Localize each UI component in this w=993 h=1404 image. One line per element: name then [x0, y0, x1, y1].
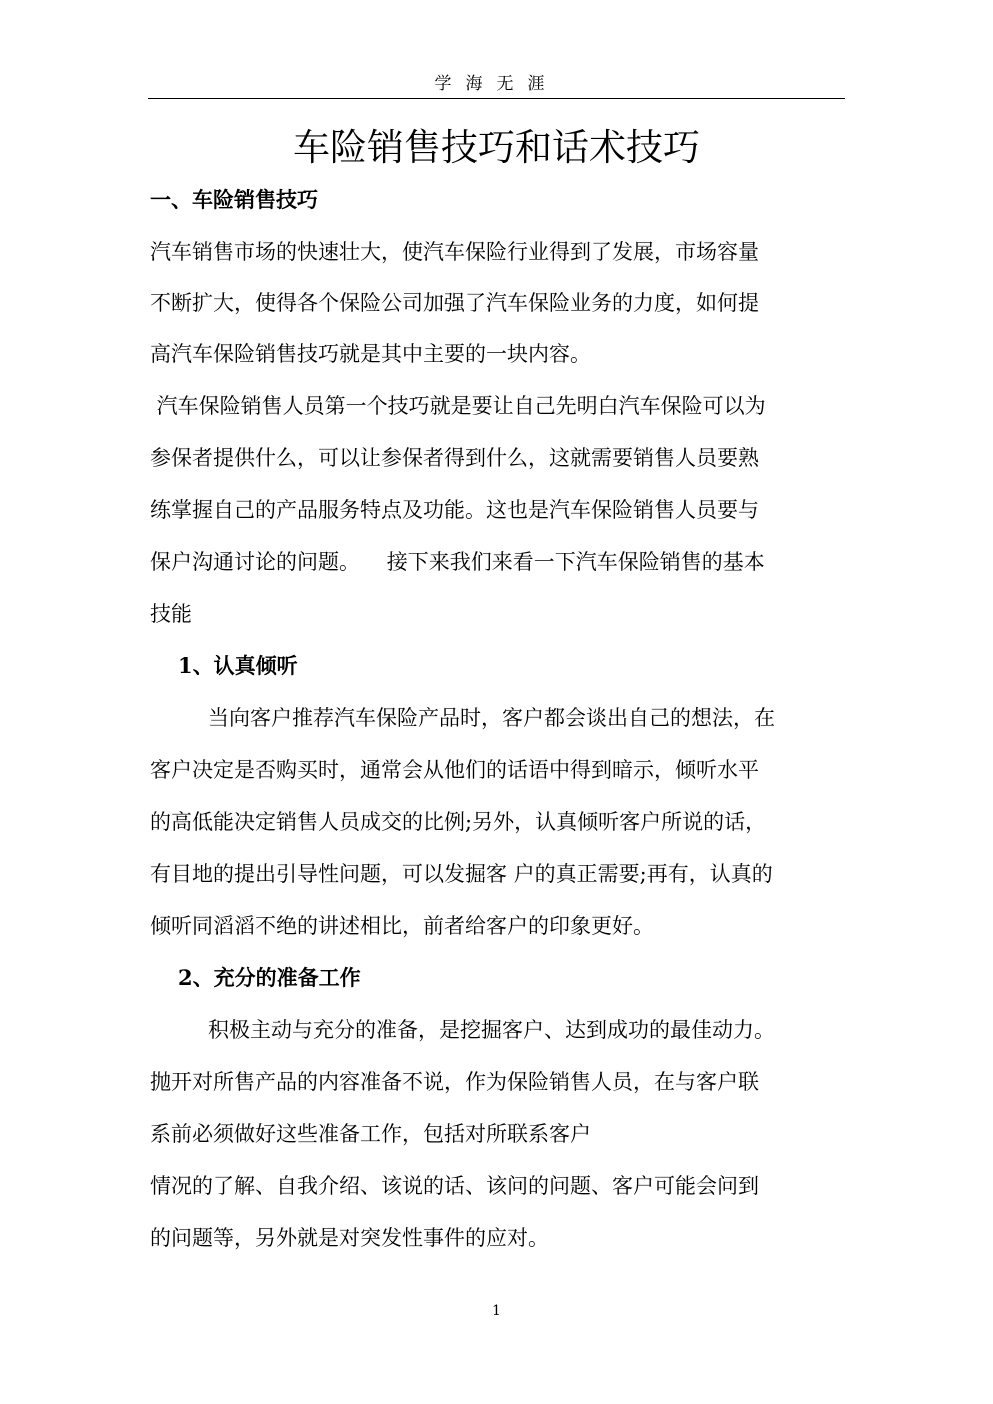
- paragraph-line: 汽车保险销售人员第一个技巧就是要让自己先明白汽车保险可以为: [150, 394, 766, 418]
- section-heading: 一、车险销售技巧: [150, 187, 318, 212]
- paragraph-line: 的高低能决定销售人员成交的比例;另外，认真倾听客户所说的话，: [150, 810, 767, 834]
- paragraph-line: 练掌握自己的产品服务特点及功能。这也是汽车保险销售人员要与: [150, 498, 759, 522]
- paragraph-line: 抛开对所售产品的内容准备不说，作为保险销售人员，在与客户联: [150, 1070, 759, 1094]
- paragraph-line: 参保者提供什么，可以让参保者得到什么，这就需要销售人员要熟: [150, 446, 759, 470]
- paragraph-line: 保户沟通讨论的问题。 接下来我们来看一下汽车保险销售的基本: [150, 550, 765, 574]
- running-header: 学海无涯: [434, 74, 559, 94]
- paragraph-line: 不断扩大，使得各个保险公司加强了汽车保险业务的力度，如何提: [150, 291, 759, 315]
- paragraph-line: 倾听同滔滔不绝的讲述相比，前者给客户的印象更好。: [150, 914, 654, 938]
- page-number: 1: [492, 1303, 501, 1319]
- paragraph-line: 客户决定是否购买时，通常会从他们的话语中得到暗示，倾听水平: [150, 758, 759, 782]
- paragraph-line: 积极主动与充分的准备，是挖掘客户、达到成功的最佳动力。: [208, 1018, 775, 1042]
- paragraph-line: 汽车销售市场的快速壮大，使汽车保险行业得到了发展，市场容量: [150, 240, 759, 264]
- paragraph-line: 高汽车保险销售技巧就是其中主要的一块内容。: [150, 342, 591, 366]
- paragraph-line: 情况的了解、自我介绍、该说的话、该问的问题、客户可能会问到: [150, 1174, 759, 1198]
- paragraph-line: 的问题等，另外就是对突发性事件的应对。: [150, 1226, 549, 1250]
- paragraph-line: 系前必须做好这些准备工作，包括对所联系客户: [150, 1122, 591, 1146]
- paragraph-line: 有目地的提出引导性问题，可以发掘客 户的真正需要;再有，认真的: [150, 862, 773, 886]
- subsection-heading: 1、认真倾听: [178, 653, 298, 678]
- subsection-heading: 2、充分的准备工作: [178, 965, 361, 990]
- header-rule: [148, 98, 845, 99]
- paragraph-line: 当向客户推荐汽车保险产品时，客户都会谈出自己的想法，在: [208, 706, 775, 730]
- paragraph-line: 技能: [150, 602, 192, 626]
- document-title: 车险销售技巧和话术技巧: [293, 126, 700, 169]
